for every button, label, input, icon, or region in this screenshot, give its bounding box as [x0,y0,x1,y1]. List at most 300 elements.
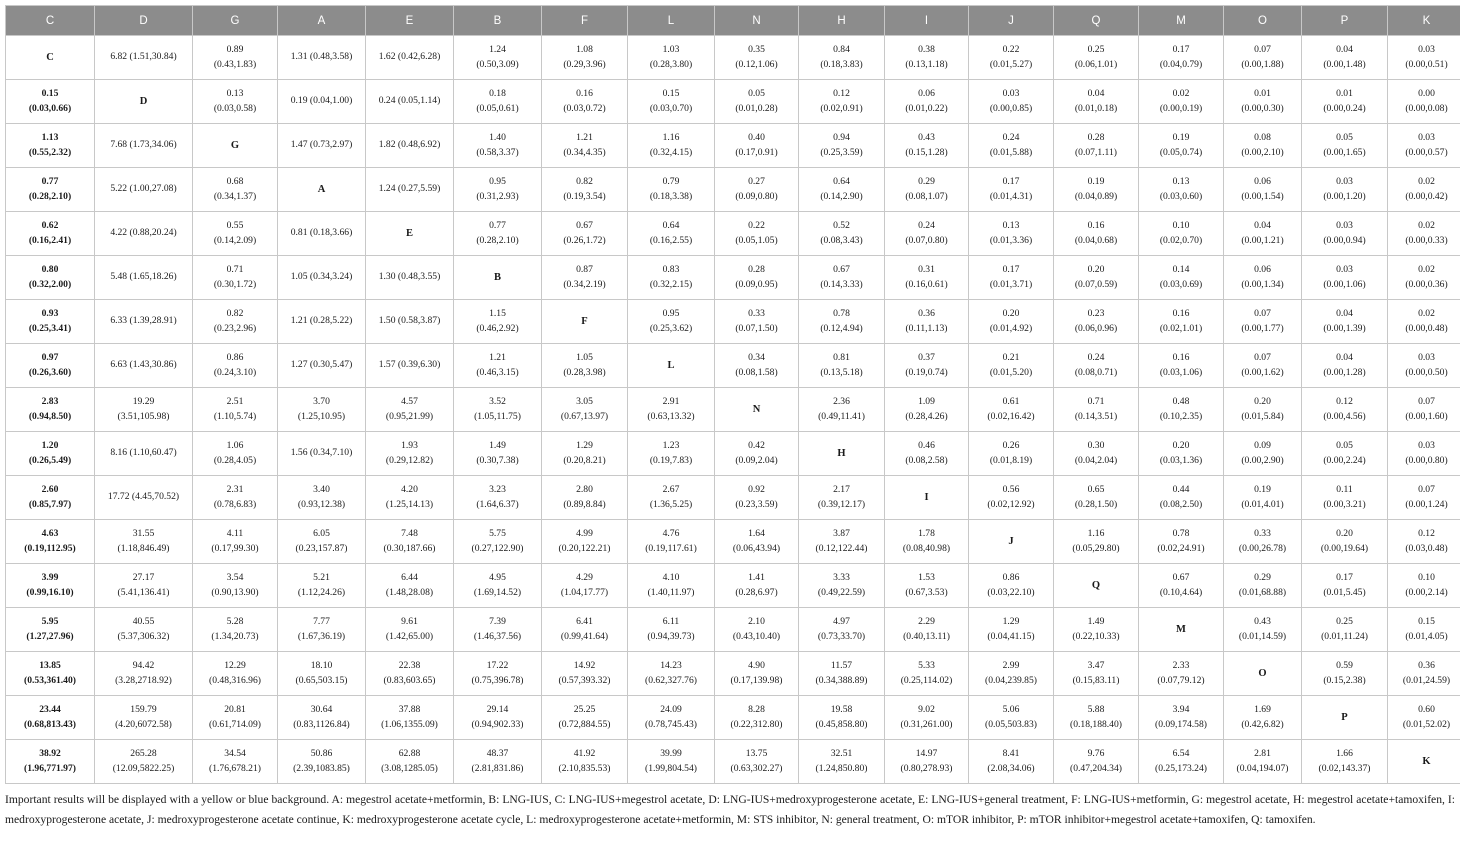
comparison-cell [885,212,969,256]
cell-estimate: 1.78 [918,528,935,540]
cell-interval: (0.99,41.64) [560,630,609,642]
league-table-container [5,5,1455,784]
cell-estimate: 6.63 (1.43,30.86) [110,359,177,371]
comparison-cell [1302,476,1388,520]
cell-interval: (0.43,1.83) [213,58,257,70]
table-row [6,124,1460,168]
cell-interval: (0.65,503.15) [295,674,348,686]
cell-estimate: 4.95 [489,572,506,584]
cell-estimate: 0.38 [918,44,935,56]
comparison-cell [1388,652,1460,696]
cell-estimate: 4.11 [226,528,244,540]
table-row [6,344,1460,388]
cell-interval: (0.43,10.40) [732,630,781,642]
comparison-cell [1302,124,1388,168]
table-row [6,520,1460,564]
cell-estimate: 17.22 [486,660,509,672]
cell-interval: (0.09,0.80) [735,190,778,202]
comparison-cell [799,344,885,388]
table-row [6,652,1460,696]
cell-interval: (0.25,3.62) [649,322,693,334]
cell-estimate: 0.03 [1418,352,1435,364]
comparison-cell [969,476,1054,520]
comparison-cell [1224,124,1302,168]
cell-estimate: 0.29 [1254,572,1271,584]
comparison-cell [799,80,885,124]
cell-estimate: 1.30 (0.48,3.55) [378,271,441,283]
comparison-cell [799,256,885,300]
cell-interval: (0.25,114.02) [900,674,953,686]
cell-interval: (0.67,3.53) [905,586,948,598]
comparison-cell [1139,652,1224,696]
comparison-cell [715,80,799,124]
cell-estimate: 1.62 (0.42,6.28) [378,51,441,63]
comparison-cell [1388,36,1460,80]
comparison-cell [715,740,799,784]
cell-interval: (0.02,0.91) [820,102,863,114]
comparison-cell [1139,344,1224,388]
cell-interval: (0.04,0.79) [1159,58,1203,70]
comparison-cell [969,652,1054,696]
column-header-m: M [1139,6,1224,36]
cell-interval: (0.19,7.83) [649,454,693,466]
comparison-cell [969,212,1054,256]
cell-interval: (0.23,157.87) [295,542,348,554]
cell-estimate: 0.24 [1087,352,1105,364]
cell-estimate: 0.15 [1418,616,1435,628]
comparison-cell [454,564,542,608]
cell-interval: (0.00,19.64) [1320,542,1369,554]
cell-interval: (0.28,2.10) [476,234,519,246]
cell-estimate: 1.29 [1002,616,1020,628]
comparison-cell [278,256,366,300]
cell-interval: (0.15,2.38) [1323,674,1366,686]
comparison-cell [628,124,715,168]
cell-interval: (0.03,0.60) [1159,190,1203,202]
cell-estimate: 9.61 [401,616,418,628]
cell-estimate: 0.64 [833,176,850,188]
cell-estimate: 0.24 [1002,132,1020,144]
cell-estimate: 0.00 [1418,88,1435,100]
comparison-cell [95,388,193,432]
cell-interval: (0.08,40.98) [902,542,951,554]
comparison-cell [628,564,715,608]
cell-estimate: 0.22 [748,220,765,232]
comparison-cell [1224,388,1302,432]
cell-interval: (0.08,3.43) [820,234,863,246]
comparison-cell [366,476,454,520]
cell-estimate: 265.28 [130,748,157,760]
cell-interval: (0.00,0.19) [1159,102,1203,114]
comparison-cell [1139,80,1224,124]
comparison-cell [193,696,278,740]
cell-estimate: 0.92 [748,484,765,496]
diagonal-treatment-cell [1054,564,1139,608]
cell-estimate: 0.10 [1418,572,1435,584]
column-header-l: L [628,6,715,36]
comparison-cell [454,740,542,784]
comparison-cell [454,212,542,256]
cell-estimate: 0.87 [576,264,593,276]
cell-interval: (3.08,1285.05) [381,762,438,774]
comparison-cell [278,212,366,256]
comparison-cell [278,608,366,652]
cell-interval: (0.30,7.38) [476,454,519,466]
comparison-cell [628,256,715,300]
comparison-cell [454,80,542,124]
cell-interval: (0.83,1126.84) [293,718,350,730]
comparison-cell [715,344,799,388]
cell-interval: (0.00,0.42) [1405,190,1448,202]
comparison-cell [6,388,95,432]
cell-estimate: 0.67 [833,264,850,276]
cell-estimate: 0.86 [1002,572,1020,584]
diagonal-treatment-cell [1224,652,1302,696]
comparison-cell [628,36,715,80]
comparison-cell [628,168,715,212]
cell-interval: (0.00,1.20) [1323,190,1366,202]
cell-interval: (0.39,12.17) [817,498,866,510]
comparison-cell [454,608,542,652]
cell-interval: (0.94,39.73) [647,630,695,642]
cell-estimate: 6.11 [662,616,680,628]
cell-interval: (0.01,5.84) [1241,410,1284,422]
cell-estimate: 0.78 [1172,528,1190,540]
comparison-cell [542,476,628,520]
cell-estimate: 4.22 (0.88,20.24) [110,227,177,239]
cell-estimate: 0.31 [918,264,935,276]
comparison-cell [366,388,454,432]
cell-estimate: 2.60 [41,484,59,496]
cell-estimate: 0.68 [226,176,244,188]
cell-estimate: 0.84 [833,44,850,56]
cell-interval: (3.51,105.98) [117,410,170,422]
cell-estimate: 2.33 [1172,660,1190,672]
comparison-cell [95,124,193,168]
cell-estimate: 1.41 [748,572,765,584]
comparison-cell [1302,432,1388,476]
table-row [6,388,1460,432]
cell-interval: (1.76,678.21) [209,762,261,774]
cell-interval: (0.04,2.04) [1074,454,1118,466]
cell-interval: (0.11,1.13) [905,322,948,334]
cell-estimate: 0.77 [41,176,59,188]
cell-interval: (5.37,306.32) [117,630,170,642]
comparison-cell [969,124,1054,168]
table-row [6,696,1460,740]
comparison-cell [715,608,799,652]
cell-estimate: 0.78 [833,308,850,320]
comparison-cell [969,344,1054,388]
comparison-cell [1224,80,1302,124]
cell-estimate: 0.04 [1336,308,1353,320]
comparison-cell [885,36,969,80]
cell-interval: (0.19,0.74) [905,366,948,378]
comparison-cell [366,520,454,564]
comparison-cell [628,652,715,696]
cell-estimate: 13.75 [745,748,768,760]
cell-estimate: 0.18 [489,88,506,100]
cell-estimate: 2.17 [833,484,850,496]
comparison-cell [6,564,95,608]
cell-estimate: 6.82 (1.51,30.84) [110,51,177,63]
cell-estimate: A [317,183,326,195]
cell-interval: (0.10,4.64) [1159,586,1203,598]
diagonal-treatment-cell [1302,696,1388,740]
header-row [6,6,1460,36]
comparison-cell [885,388,969,432]
cell-estimate: 6.05 [313,528,330,540]
cell-estimate: 1.03 [662,44,680,56]
cell-estimate: 1.16 [1087,528,1105,540]
cell-interval: (1.24,850.80) [815,762,868,774]
cell-interval: (0.73,33.70) [817,630,866,642]
comparison-cell [628,300,715,344]
comparison-cell [366,608,454,652]
cell-estimate: 0.20 [1172,440,1190,452]
cell-estimate: 0.83 [662,264,680,276]
cell-estimate: 0.16 [576,88,593,100]
cell-interval: (0.07,1.11) [1074,146,1117,158]
cell-estimate: 5.22 (1.00,27.08) [110,183,177,195]
cell-interval: (0.17,0.91) [735,146,778,158]
cell-interval: (0.07,79.12) [1157,674,1205,686]
comparison-cell [1054,36,1139,80]
column-header-b: B [454,6,542,36]
cell-estimate: 0.43 [918,132,935,144]
cell-interval: (0.48,316.96) [209,674,261,686]
diagonal-treatment-cell [885,476,969,520]
cell-interval: (0.28,6.97) [735,586,778,598]
cell-estimate: 5.48 (1.65,18.26) [110,271,177,283]
comparison-cell [1224,608,1302,652]
comparison-cell [278,652,366,696]
cell-estimate: 2.29 [918,616,935,628]
column-header-f: F [542,6,628,36]
comparison-cell [1302,652,1388,696]
comparison-cell [95,168,193,212]
cell-interval: (0.30,187.66) [383,542,436,554]
cell-interval: (0.01,24.59) [1402,674,1451,686]
comparison-cell [6,696,95,740]
cell-interval: (0.29,12.82) [385,454,434,466]
comparison-cell [542,80,628,124]
table-row [6,168,1460,212]
comparison-cell [193,564,278,608]
cell-estimate: 22.38 [398,660,421,672]
cell-interval: (0.06,0.96) [1074,322,1118,334]
comparison-cell [95,300,193,344]
cell-interval: (0.01,5.88) [989,146,1033,158]
cell-estimate: 0.97 [41,352,59,364]
comparison-cell [885,80,969,124]
cell-estimate: 2.91 [662,396,680,408]
cell-estimate: 17.72 (4.45,70.52) [107,491,180,503]
cell-estimate: 0.20 [1087,264,1105,276]
cell-interval: (1.10,5.74) [213,410,257,422]
comparison-cell [454,476,542,520]
cell-estimate: 0.95 [489,176,506,188]
comparison-cell [6,80,95,124]
cell-estimate: 1.05 [576,352,593,364]
cell-interval: (0.16,2.55) [649,234,693,246]
cell-interval: (0.09,0.95) [735,278,778,290]
cell-interval: (0.00,1.28) [1323,366,1366,378]
cell-estimate: 2.81 [1254,748,1271,760]
cell-interval: (1.67,36.19) [297,630,346,642]
cell-interval: (0.00,0.30) [1241,102,1284,114]
comparison-cell [1139,388,1224,432]
cell-estimate: 0.03 [1336,264,1353,276]
cell-estimate: 25.25 [573,704,596,716]
comparison-cell [542,696,628,740]
cell-estimate: 3.52 [489,396,506,408]
cell-estimate: 1.08 [576,44,593,56]
cell-interval: (0.49,11.41) [818,410,865,422]
cell-interval: (0.26,5.49) [28,454,72,466]
comparison-cell [1054,696,1139,740]
table-row [6,256,1460,300]
cell-estimate: 0.05 [1336,440,1353,452]
comparison-cell [193,300,278,344]
cell-estimate: Q [1091,579,1101,591]
cell-estimate: 8.28 [748,704,765,716]
cell-interval: (1.42,65.00) [385,630,434,642]
cell-interval: (0.72,884.55) [558,718,611,730]
comparison-cell [6,432,95,476]
cell-interval: (0.34,4.35) [563,146,606,158]
comparison-cell [715,520,799,564]
cell-estimate: 0.20 [1254,396,1271,408]
comparison-cell [715,212,799,256]
cell-estimate: 3.47 [1087,660,1105,672]
cell-estimate: D [139,95,148,107]
comparison-cell [1139,520,1224,564]
cell-interval: (0.90,13.90) [211,586,259,598]
cell-estimate: 0.17 [1002,264,1020,276]
cell-interval: (0.83,603.65) [383,674,436,686]
cell-estimate: 0.04 [1336,352,1353,364]
comparison-cell [193,36,278,80]
cell-estimate: 0.20 [1002,308,1020,320]
comparison-cell [542,344,628,388]
diagonal-treatment-cell [1139,608,1224,652]
cell-interval: (0.00,0.24) [1323,102,1366,114]
cell-estimate: 9.76 [1087,748,1105,760]
cell-interval: (0.18,188.40) [1070,718,1122,730]
comparison-cell [193,344,278,388]
comparison-cell [885,652,969,696]
cell-estimate: 94.42 [132,660,155,672]
cell-interval: (0.01,8.19) [989,454,1033,466]
cell-estimate: 1.13 [41,132,59,144]
comparison-cell [1139,564,1224,608]
cell-interval: (0.00,0.57) [1405,146,1448,158]
cell-estimate: 7.39 [489,616,506,628]
cell-interval: (0.22,312.80) [730,718,783,730]
comparison-cell [6,168,95,212]
cell-estimate: 0.02 [1172,88,1190,100]
cell-interval: (1.96,771.97) [24,762,76,774]
cell-estimate: 6.54 [1172,748,1190,760]
cell-estimate: I [924,491,929,503]
comparison-cell [1224,564,1302,608]
comparison-cell [799,696,885,740]
cell-interval: (0.34,1.37) [213,190,257,202]
cell-interval: (2.81,831.86) [471,762,524,774]
comparison-cell [1054,520,1139,564]
comparison-cell [1302,256,1388,300]
comparison-cell [1054,432,1139,476]
comparison-cell [969,36,1054,80]
cell-estimate: 1.64 [748,528,765,540]
comparison-cell [95,476,193,520]
cell-interval: (0.01,4.92) [989,322,1033,334]
comparison-cell [542,168,628,212]
comparison-cell [542,124,628,168]
cell-estimate: 1.47 (0.73,2.97) [290,139,353,151]
cell-interval: (0.03,0.58) [213,102,257,114]
cell-estimate: 0.19 [1254,484,1271,496]
comparison-cell [799,212,885,256]
cell-estimate: 0.77 [489,220,506,232]
cell-estimate: 0.79 [662,176,680,188]
cell-interval: (0.17,99.30) [211,542,259,554]
diagonal-treatment-cell [95,80,193,124]
cell-estimate: 0.06 [1254,176,1271,188]
cell-estimate: 1.24 (0.27,5.59) [378,183,441,195]
cell-estimate: 0.17 [1002,176,1020,188]
comparison-cell [366,564,454,608]
cell-interval: (0.04,41.15) [987,630,1035,642]
cell-estimate: 4.99 [576,528,593,540]
cell-estimate: 19.29 [132,396,155,408]
comparison-cell [366,652,454,696]
comparison-cell [95,36,193,80]
cell-estimate: 6.41 [576,616,593,628]
comparison-cell [1224,168,1302,212]
cell-estimate: 0.03 [1418,44,1435,56]
column-header-c: C [6,6,95,36]
cell-interval: (0.55,2.32) [28,146,72,158]
comparison-cell [366,256,454,300]
cell-estimate: 5.06 [1002,704,1020,716]
cell-interval: (5.41,136.41) [117,586,170,598]
cell-estimate: 1.21 [576,132,593,144]
cell-estimate: 30.64 [310,704,333,716]
cell-interval: (0.31,2.93) [476,190,519,202]
comparison-cell [6,740,95,784]
cell-estimate: 0.04 [1254,220,1271,232]
cell-estimate: M [1176,623,1186,635]
cell-interval: (0.00,2.24) [1323,454,1366,466]
comparison-cell [1139,476,1224,520]
comparison-cell [1302,608,1388,652]
cell-interval: (0.00,1.21) [1241,234,1284,246]
cell-estimate: 0.81 [833,352,850,364]
cell-estimate: 0.16 [1087,220,1105,232]
comparison-cell [454,344,542,388]
cell-estimate: 0.43 [1254,616,1271,628]
cell-estimate: 0.03 [1002,88,1020,100]
cell-estimate: 62.88 [398,748,421,760]
comparison-cell [366,300,454,344]
table-row [6,740,1460,784]
cell-estimate: 0.33 [748,308,765,320]
cell-interval: (0.01,14.59) [1238,630,1287,642]
comparison-cell [193,388,278,432]
table-body [6,36,1460,784]
